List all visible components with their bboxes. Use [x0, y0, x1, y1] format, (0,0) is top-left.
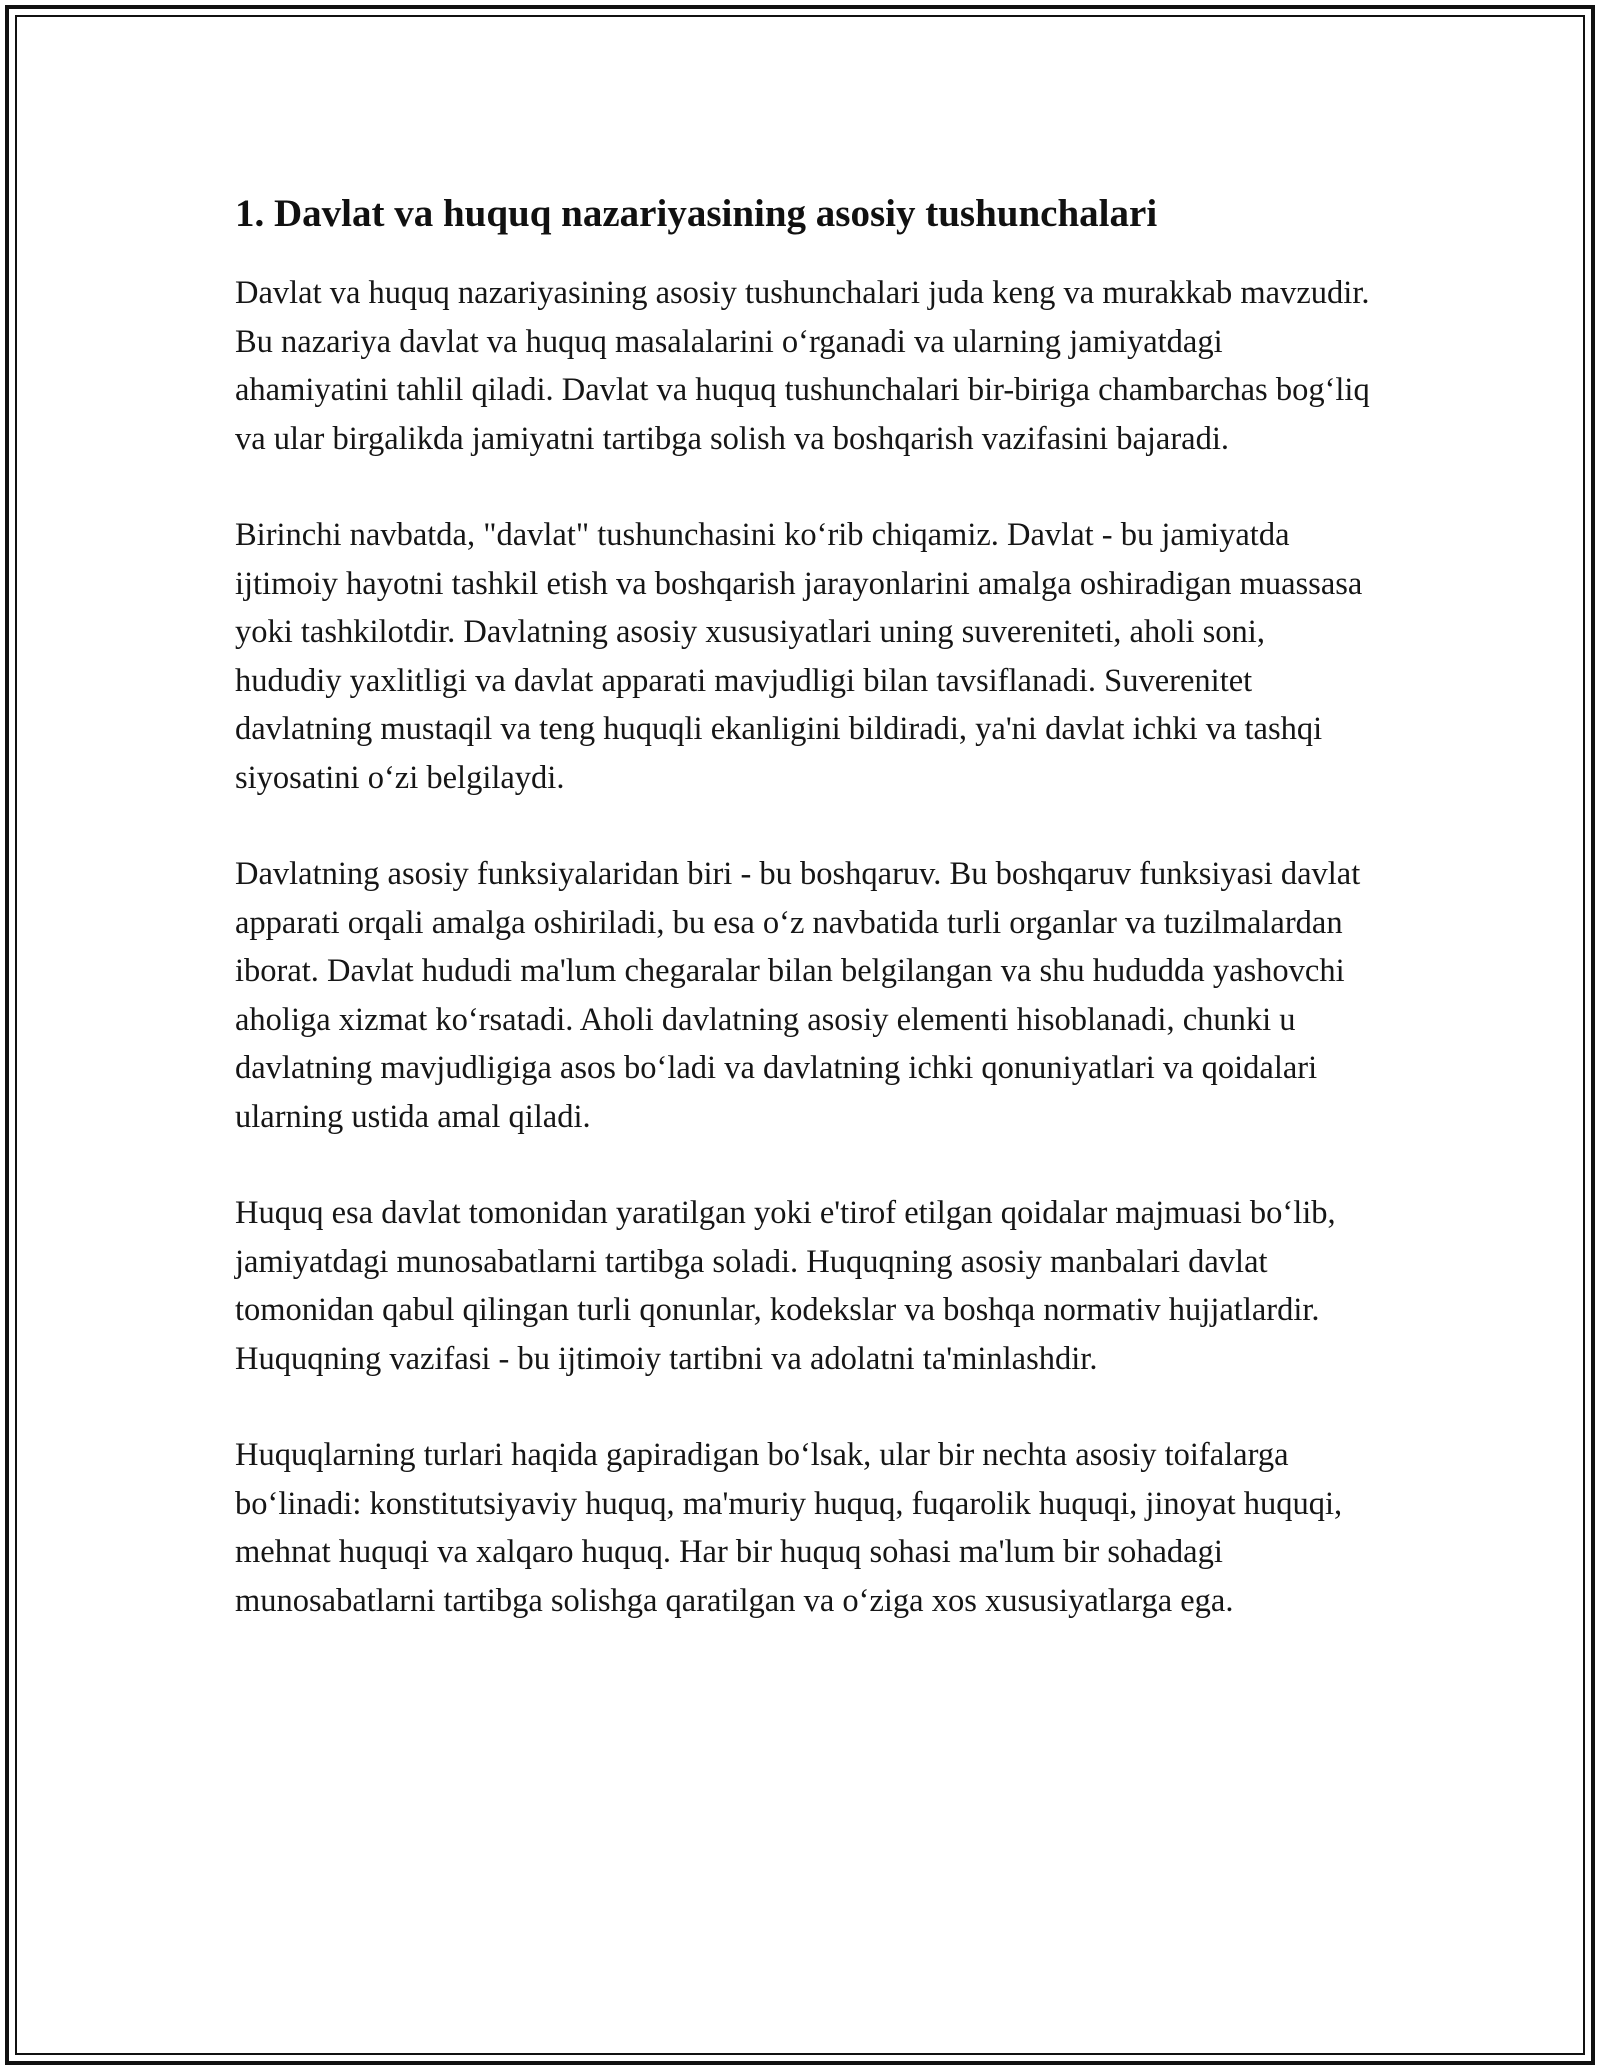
- paragraph-3: Davlatning asosiy funksiyalaridan biri - bu boshqaruv. Bu boshqaruv funksiyasi davlat apparati orqali amalga oshiriladi, bu esa o‘z navbatida turli organlar va tuzilmalardan iborat. Davlat hududi ma'lum chegaralar bilan belgilangan va shu hududda yashovchi aholiga xizmat ko‘rsatadi. Aholi davlatning asosiy elementi hisoblanadi, chunki u davlatning mavjudligiga asos bo‘ladi va davlatning ichki qonuniyatlari va qoidalari ularning ustida amal qiladi.: [235, 856, 1361, 1135]
- document-body: [235, 185, 1375, 1673]
- section-heading: 1. Davlat va huquq nazariyasining asosiy tushunchalari: [235, 192, 1158, 235]
- paragraph-1: Davlat va huquq nazariyasining asosiy tushunchalari juda keng va murakkab mavzudir. Bu nazariya davlat va huquq masalalarini o‘rganadi va ularning jamiyatdagi ahamiyatini tahlil qiladi. Davlat va huquq tushunchalari bir-biriga chambarchas bog‘liq va ular birgalikda jamiyatni tartibga solish va boshqarish vazifasini bajaradi.: [235, 275, 1370, 457]
- paragraph-4: Huquq esa davlat tomonidan yaratilgan yoki e'tirof etilgan qoidalar majmuasi bo‘lib, jamiyatdagi munosabatlarni tartibga soladi. Huquqning asosiy manbalari davlat tomonidan qabul qilingan turli qonunlar, kodekslar va boshqa normativ hujjatlardir. Huquqning vazifasi - bu ijtimoiy tartibni va adolatni ta'minlashdir.: [235, 1195, 1336, 1377]
- paragraph-2: Birinchi navbatda, "davlat" tushunchasini ko‘rib chiqamiz. Davlat - bu jamiyatda ijtimoiy hayotni tashkil etish va boshqarish jarayonlarini amalga oshiradigan muassasa yoki tashkilotdir. Davlatning asosiy xususiyatlari uning suvereniteti, aholi soni, hududiy yaxlitligi va davlat apparati mavjudligi bilan tavsiflanadi. Suverenitet davlatning mustaqil va teng huquqli ekanligini bildiradi, ya'ni davlat ichki va tashqi siyosatini o‘zi belgilaydi.: [235, 517, 1363, 796]
- paragraph-5: Huquqlarning turlari haqida gapiradigan bo‘lsak, ular bir nechta asosiy toifalarga bo‘linadi: konstitutsiyaviy huquq, ma'muriy huquq, fuqarolik huquqi, jinoyat huquqi, mehnat huquqi va xalqaro huquq. Har bir huquq sohasi ma'lum bir sohadagi munosabatlarni tartibga solishga qaratilgan va o‘ziga xos xususiyatlarga ega.: [235, 1437, 1343, 1619]
